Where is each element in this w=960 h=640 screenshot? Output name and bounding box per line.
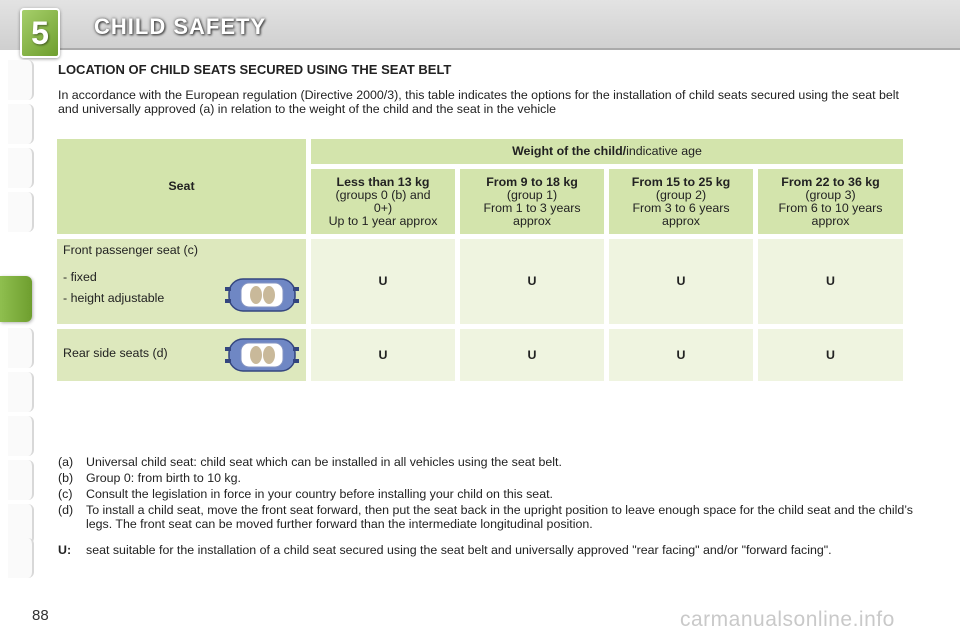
section-title: LOCATION OF CHILD SEATS SECURED USING THE SEAT BELT: [58, 62, 452, 77]
footnote: [58, 471, 918, 485]
chapter-tab[interactable]: [8, 460, 34, 500]
footnote-text: Universal child seat: child seat which can be installed in all vehicles using the seat belt.: [86, 455, 562, 469]
chapter-tab-active[interactable]: [0, 276, 32, 322]
footnote-text: Consult the legislation in force in your country before installing your child on this seat.: [86, 487, 553, 501]
suitability-value: U: [378, 347, 388, 362]
car-front-seat-icon: [223, 273, 301, 317]
table-cell: [609, 239, 753, 324]
table-cell: [758, 239, 903, 324]
group-line: approx: [662, 214, 700, 228]
u-legend-text: seat suitable for the installation of a child seat secured using the seat belt and universally approved "rear facing" and/or "forward facing".: [86, 543, 832, 557]
footnote-text: Group 0: from birth to 10 kg.: [86, 471, 241, 485]
chapter-tab[interactable]: [8, 148, 34, 188]
table-cell: [609, 329, 753, 381]
suitability-value: U: [378, 274, 388, 288]
table-cell: [758, 329, 903, 381]
u-legend-key: U:: [58, 543, 72, 557]
group-line: From 3 to 6 years: [632, 201, 730, 215]
car-rear-seat-icon: [223, 333, 301, 377]
group-title: From 15 to 25 kg: [631, 175, 731, 189]
chapter-side-tabs: [0, 60, 34, 580]
seat-header-label: Seat: [168, 179, 195, 193]
group-line: (group 3): [805, 188, 856, 202]
weight-header-rest: indicative age: [626, 144, 702, 158]
front-seat-label: Front passenger seat (c): [63, 243, 198, 257]
chapter-tab[interactable]: [8, 538, 34, 578]
footnote-key: (a): [58, 455, 74, 469]
group-header: [460, 169, 604, 234]
group-line: (group 2): [655, 188, 707, 202]
group-header: [758, 169, 903, 234]
suitability-value: U: [527, 274, 537, 288]
weight-header: [311, 139, 903, 164]
group-line: approx: [513, 214, 551, 228]
chapter-tab[interactable]: [8, 60, 34, 100]
footnotes: [58, 455, 918, 557]
suitability-value: U: [676, 347, 686, 362]
suitability-value: U: [826, 347, 835, 362]
page-number: 88: [32, 607, 49, 624]
header-divider: [60, 48, 960, 50]
suitability-value: U: [826, 274, 835, 288]
table-row-front-seat: [57, 239, 306, 324]
suitability-value: U: [527, 347, 537, 362]
seat-column-header: [57, 139, 306, 234]
table-cell: [311, 239, 455, 324]
table-cell: [460, 239, 604, 324]
group-line: From 6 to 10 years: [778, 201, 883, 215]
chapter-tab[interactable]: [8, 192, 34, 232]
footnote-key: (b): [58, 471, 74, 485]
chapter-tab[interactable]: [8, 372, 34, 412]
group-header: [311, 169, 455, 234]
rear-seats-label: Rear side seats (d): [63, 346, 168, 360]
table-cell: [460, 329, 604, 381]
watermark: carmanualsonline.info: [680, 608, 895, 631]
chapter-tab[interactable]: [8, 328, 34, 368]
footnote-key: (c): [58, 487, 73, 501]
group-line: From 1 to 3 years: [483, 201, 581, 215]
table-cell: [311, 329, 455, 381]
group-line: (group 1): [506, 188, 558, 202]
page-title: CHILD SAFETY: [94, 14, 267, 39]
footnote-key: (d): [58, 503, 74, 517]
footnote: [58, 487, 918, 501]
chapter-tab[interactable]: [8, 416, 34, 456]
group-title: Less than 13 kg: [336, 175, 430, 189]
suitability-value: U: [676, 274, 686, 288]
group-line: 0+): [373, 201, 393, 215]
front-seat-adjustable: - height adjustable: [63, 291, 165, 305]
group-line: Up to 1 year approx: [328, 214, 438, 228]
chapter-badge: 5: [20, 8, 60, 58]
footnote-text: To install a child seat, move the front seat forward, then put the seat back in the upright position to leave enough space for the child seat and the child’s legs. The front seat can be moved further forward than the intermediate longitudinal position.: [86, 503, 914, 531]
group-title: From 9 to 18 kg: [486, 175, 578, 189]
footnote: [58, 455, 918, 469]
weight-header-bold: Weight of the child/: [512, 144, 627, 158]
chapter-tab[interactable]: [8, 104, 34, 144]
group-title: From 22 to 36 kg: [781, 175, 880, 189]
front-seat-fixed: - fixed: [63, 270, 97, 284]
intro-paragraph: In accordance with the European regulation (Directive 2000/3), this table indicates the options for the installation of child seats secured using the seat belt and universally approved (a) in relation to the weight of the child and the seat in the vehicle: [58, 88, 899, 116]
footnote: [58, 503, 918, 531]
group-line: approx: [811, 214, 850, 228]
group-header: [609, 169, 753, 234]
group-line: (groups 0 (b) and: [335, 188, 431, 202]
u-legend: [58, 543, 918, 557]
table-row-rear-seats: [57, 329, 306, 381]
